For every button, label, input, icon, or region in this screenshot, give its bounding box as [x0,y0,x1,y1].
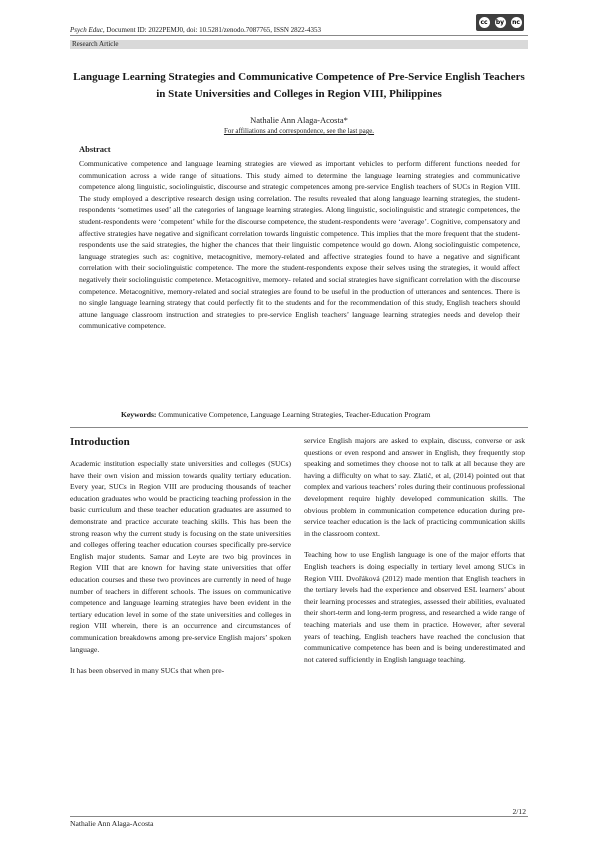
by-icon: by [495,19,505,26]
abstract-text: Communicative competence and language learning strategies are viewed as important vehicles to perform different functions needed for communication across a wide range of situations. This study aimed to determine the language learning strategies and communicative competence along linguistic, sociolinguistic, discourse and strategic competences among pre-service English teachers of SUCs in Region VIII. The study employed a descriptive research design using correlation. The results revealed that along language learning strategies, the student-respondents ‘sometimes used’ all the categories of language learning strategies. Along linguistic, sociolinguistic and strategic competences, the student-respondents were ‘competent’ while for the discourse competence, the student-respondents were ‘average’. Cognitive, compensatory and affective strategies have negative and significant correlation towards linguistic competence. This implies that the more frequent that the student- respondents use the said strategies, the higher the chances that their linguistic competence would go down. Along sociolinguistic competence, language strategies such as: cognitive, metacognitive, memory-related and affective strategies found to have a negative and significant correlation with their sociolinguistic competence. The more the student-respondents expose their selves using the strategies, it would affect negatively their sociolinguistic competence. Metacognitive, memory- related and social strategies have significant correlation with the discourse competence. Metacognitive, memory-related and social strategies are found to be useful in the production of utterances and sentences. There is no single language learning strategy that could perfectly fit to the students and for the recommendation of this study, English teachers should attune language classroom instruction and strategies to pre-service English teachers’ language learning strategies needs and develop their communicative competence. [79,159,520,331]
footer-author: Nathalie Ann Alaga-Acosta [70,819,154,828]
cc-license-badge[interactable] [476,14,524,31]
paper-title: Language Learning Strategies and Communicative Competence of Pre-Service English Teachers in State Universities and Colleges in Region VIII, Philippines [73,71,525,100]
journal-name: Psych Educ [70,26,103,34]
footer-divider [70,816,528,817]
keywords-line [121,410,430,419]
header-divider [70,35,528,36]
left-column [70,458,291,687]
page-number: 2/12 [512,807,526,816]
affiliation-link[interactable]: For affiliations and correspondence, see the last page. [223,127,375,135]
document-info: , Document ID: 2022PEMJ0, doi: 10.5281/zenodo.7087765, ISSN 2822-4353 [102,26,322,34]
abstract-heading: Abstract [79,144,111,154]
affiliation-note[interactable] [70,127,528,135]
cc-icon: cc [480,19,488,26]
article-type-bar: Research Article [70,40,528,49]
left-paragraph-1: Academic institution especially state universities and colleges (SUCs) have their own vision and mission towards quality tertiary education. Every year, SUCs in Region VIII are producing thousands of teacher education graduates who would be practicing teaching profession in the basic curriculum and these teacher education graduates are assumed to demonstrate and practice accurate teaching skills. This has been the strong reason why the current study is focusing on the state universities and colleges offering teacher education courses specifically pre-service English major students. Samar and Leyte are two big provinces in Region VIII that are known for having state universities that offer education courses and these two provinces are currently in need of huge number of teachers in different schools. The issues on communicative competence and language learning strategies have been evident in the tertiary education level in some of the state universities and colleges in region VIII wherein, there is an occurrence and circumstances of communication breakdowns among pre-service English majors’ spoken language. [70,459,291,654]
keywords-text: Communicative Competence, Language Learning Strategies, Teacher-Education Program [156,410,431,419]
introduction-heading: Introduction [70,436,130,448]
keywords-label: Keywords: [121,410,157,419]
left-paragraph-2: It has been observed in many SUCs that when pre- [70,666,225,676]
right-paragraph-1: service English majors are asked to explain, discuss, converse or ask questions or even respond and answer in English, they frequently stop speaking and sometimes they choose not to talk at all because they are having a difficulty on what to say. Zlatić, et al, (2014) pointed out that complex and various teachers’ roles during their continuous professional development require highly developed communication skills. The obvious problem in communication competence education during pre-service teacher education is the lack of practicing communication skills in the classroom context. [304,436,525,538]
section-divider [70,427,528,428]
nc-icon: nc [512,19,520,26]
right-column [304,435,525,675]
journal-header [70,26,321,34]
right-paragraph-2: Teaching how to use English language is one of the major efforts that English teachers is doing especially in tertiary level among SUCs in Region VIII. Dvořáková (2012) made mention that English teachers in the tertiary levels had the experience and observed ESL learners’ about their learning processes and strategies, assessed their abilities, evaluated their short-term and long-term progress, and researched a wide range of teaching materials and use them in practice. However, after several years of teaching, English teachers have reached the conclusion that communicative competence has been and is being underestimated and not catered sufficiently in English language teaching. [304,550,525,664]
author-name: Nathalie Ann Alaga-Acosta* [250,115,348,125]
